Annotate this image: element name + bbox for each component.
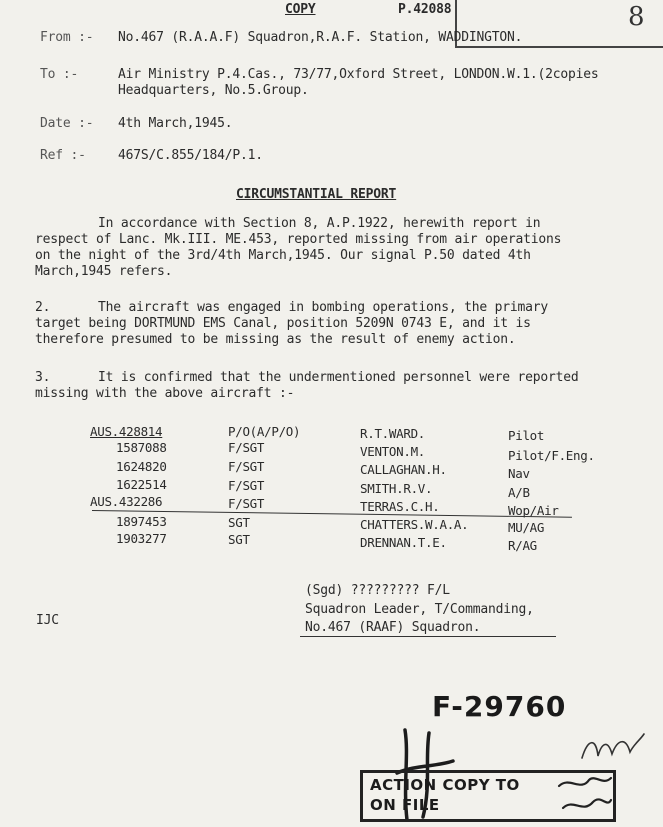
service-number: 1903277 xyxy=(116,531,167,546)
service-number: 1622514 xyxy=(116,477,167,492)
rank: SGT xyxy=(228,515,250,530)
service-number: AUS.432286 xyxy=(90,494,163,509)
rank: P/O(A/P/O) xyxy=(228,424,301,439)
copy-heading: COPY xyxy=(285,2,316,17)
to-value-line-2: Headquarters, No.5.Group. xyxy=(118,83,309,98)
paragraph-1-line-3: on the night of the 3rd/4th March,1945. Our signal P.50 dated 4th xyxy=(35,248,531,263)
paragraph-2-line-1: The aircraft was engaged in bombing operations, the primary xyxy=(98,300,548,315)
paragraph-3-line-2: missing with the above aircraft :- xyxy=(35,386,295,401)
crew-role: A/B xyxy=(508,485,530,500)
rank: F/SGT xyxy=(228,478,265,493)
from-value: No.467 (R.A.A.F) Squadron,R.A.F. Station, WADDINGTON. xyxy=(118,30,523,45)
paragraph-2-number: 2. xyxy=(35,300,51,315)
to-label: To :- xyxy=(40,67,79,82)
crew-name: CHATTERS.W.A.A. xyxy=(360,517,469,532)
paragraph-2-line-2: target being DORTMUND EMS Canal, position 5209N 0743 E, and it is xyxy=(35,316,531,331)
to-value-line-1: Air Ministry P.4.Cas., 73/77,Oxford Street, LONDON.W.1.(2copies xyxy=(118,67,599,82)
crew-role: Nav xyxy=(508,466,530,481)
crew-name: R.T.WARD. xyxy=(360,426,426,441)
corner-mark: 8 xyxy=(628,2,645,32)
signature-underline xyxy=(300,636,556,637)
service-number: 1587088 xyxy=(116,440,167,455)
from-label: From :- xyxy=(40,30,94,45)
rank: F/SGT xyxy=(228,496,265,511)
crew-role: Pilot xyxy=(508,428,545,443)
signature-line-2: Squadron Leader, T/Commanding, xyxy=(305,602,534,617)
signature-line-3: No.467 (RAAF) Squadron. xyxy=(305,620,481,635)
rank: F/SGT xyxy=(228,459,265,474)
rank: SGT xyxy=(228,532,250,547)
signature-line-1: (Sgd) ????????? F/L xyxy=(305,583,450,598)
crew-name: DRENNAN.T.E. xyxy=(360,535,447,550)
crew-name: CALLAGHAN.H. xyxy=(360,462,447,477)
paragraph-2-line-3: therefore presumed to be missing as the result of enemy action. xyxy=(35,332,516,347)
reference-number: P.42088 xyxy=(398,2,452,17)
crew-role: Pilot/F.Eng. xyxy=(508,448,595,463)
ref-label: Ref :- xyxy=(40,148,86,163)
crew-role: R/AG xyxy=(508,538,537,553)
paragraph-1-line-4: March,1945 refers. xyxy=(35,264,173,279)
crew-role: Wop/Air xyxy=(508,503,559,518)
service-number: 1624820 xyxy=(116,459,167,474)
rank: F/SGT xyxy=(228,440,265,455)
paragraph-3-number: 3. xyxy=(35,370,51,385)
paragraph-1-line-2: respect of Lanc. Mk.III. ME.453, reported missing from air operations xyxy=(35,232,562,247)
date-label: Date :- xyxy=(40,116,94,131)
crew-name: TERRAS.C.H. xyxy=(360,499,440,514)
report-title: CIRCUMSTANTIAL REPORT xyxy=(236,187,397,202)
crew-role: MU/AG xyxy=(508,520,545,535)
paragraph-1-line-1: In accordance with Section 8, A.P.1922, herewith report in xyxy=(98,216,541,231)
service-number: AUS.428814 xyxy=(90,424,163,439)
ref-value: 467S/C.855/184/P.1. xyxy=(118,148,263,163)
crew-name: VENTON.M. xyxy=(360,444,426,459)
file-number: F-29760 xyxy=(432,690,567,723)
typist-initials: IJC xyxy=(36,613,59,628)
stamp-line-1: ACTION COPY TO xyxy=(370,776,520,794)
service-number: 1897453 xyxy=(116,514,167,529)
stamp-line-2: ON FILE xyxy=(370,796,440,814)
stamp-scribble xyxy=(555,772,615,820)
paragraph-3-line-1: It is confirmed that the undermentioned personnel were reported xyxy=(98,370,579,385)
date-value: 4th March,1945. xyxy=(118,116,233,131)
crew-name: SMITH.R.V. xyxy=(360,481,433,496)
handwritten-note-mark xyxy=(578,728,648,768)
